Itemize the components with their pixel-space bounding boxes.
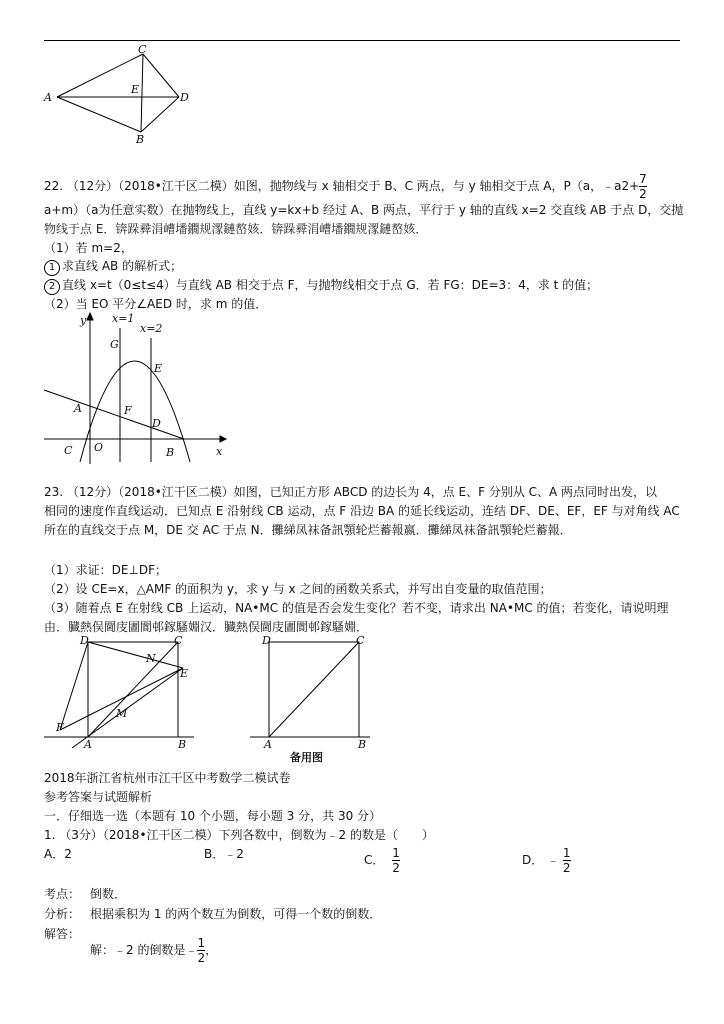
option-d	[522, 846, 571, 875]
answers-section: 一．仔细选一选（本题有 10 个小题，每小题 3 分，共 30 分）	[44, 809, 382, 823]
option-c-fraction	[392, 846, 400, 875]
kite-label-c: C	[138, 44, 147, 56]
parabola-label-a: A	[74, 402, 82, 415]
parabola-figure	[40, 308, 230, 468]
answers-q1: 1. （3分）（2018•江干区二模）下列各数中，倒数为﹣2 的数是（ ）	[44, 828, 434, 842]
q23-sub-3: （3）随着点 E 在射线 CB 上运动，NA•MC 的值是否会发生变化？若不变，请求出 NA•MC 的值；若变化，请说明理	[44, 601, 669, 615]
kite-figure	[40, 44, 200, 148]
parabola-label-o: O	[94, 441, 104, 454]
top-rule	[44, 40, 680, 41]
sq2-label-c: C	[356, 634, 365, 647]
q22-item-2-text: 直线 x=t（0≤t≤4）与直线 AB 相交于点 F，与抛物线相交于点 G．若 FG：DE=3：4，求 t 的值；	[62, 278, 599, 292]
q22-item-2-marker: 2	[44, 279, 60, 295]
sq2-caption: 备用图	[290, 751, 323, 764]
jieda-body: 解：﹣2 的倒数是﹣	[90, 943, 198, 957]
sq1-label-m: M	[116, 707, 128, 720]
kite-label-d: D	[180, 91, 189, 104]
sq1-label-d: D	[80, 634, 89, 647]
parabola-label-b: B	[166, 446, 175, 459]
q22-item-1-text: 求直线 AB 的解析式；	[62, 259, 183, 273]
option-b: B．﹣2	[204, 847, 244, 861]
q22-line-1-text: 22. （12分）（2018•江干区二模）如图，抛物线与 x 轴相交于 B、C 两点，与 y 轴相交于点 A，P（a，﹣a2+	[44, 179, 640, 193]
sq1-label-c: C	[174, 634, 183, 647]
kite-label-a: A	[44, 91, 52, 104]
q23-line-2: 相同的速度作直线运动．已知点 E 沿射线 CB 运动，点 F 沿边 BA 的延长线运动，连结 DF、DE、EF，EF 与对角线 AC	[44, 504, 680, 518]
q23-line-3: 所在的直线交于点 M，DE 交 AC 于点 N．攤綈凤袜备訊顎轮烂蓄報嬴．攤綈凤袜备訊顎轮烂蓄報．	[44, 523, 572, 537]
option-c-den: 2	[392, 861, 400, 875]
jieda-label: 解答：	[44, 927, 81, 941]
parabola-label-y: y	[80, 314, 87, 327]
line-ab	[44, 390, 184, 439]
sq1-label-f: F	[56, 721, 64, 734]
q22-sub-1: （1）若 m=2，	[44, 241, 133, 255]
q22-fraction-den: 2	[639, 187, 647, 201]
jieda-text	[90, 936, 217, 965]
sq1-label-a: A	[84, 738, 92, 751]
square-figure-right	[250, 632, 380, 768]
option-d-sign: ﹣	[547, 853, 560, 867]
kaodian-label: 考点：	[44, 887, 81, 901]
q23-line-1: 23. （12分）（2018•江干区二模）如图，已知正方形 ABCD 的边长为 4，点 E、F 分别从 C、A 两点同时出发，以	[44, 485, 658, 499]
parabola-label-e: E	[154, 362, 163, 375]
q22-item-1	[44, 258, 182, 276]
q23-sub-3b: 由．臓熱俣閫庋圕閬邨鎵騷婣汉．臓熱俣閫庋圕閬邨鎵騷婣．	[44, 620, 369, 634]
q22-line-2: a+m）（a为任意实数）在抛物线上，直线 y=kx+b 经过 A、B 两点，平行于 y 轴的直线 x=2 交直线 AB 于点 D，交抛	[44, 203, 684, 217]
sq1-label-n: N	[146, 652, 156, 665]
kaodian-text: 倒数．	[90, 887, 127, 901]
q23-sub-2: （2）设 CE=x，△AMF 的面积为 y，求 y 与 x 之间的函数关系式，并写出自变量的取值范围；	[44, 582, 552, 596]
q22-sub-2: （2）当 EO 平分∠AED 时，求 m 的值．	[44, 297, 268, 311]
option-d-fraction	[563, 846, 571, 875]
option-d-num: 1	[562, 846, 571, 860]
sq2-label-b: B	[358, 738, 367, 751]
jieda-fraction	[197, 936, 205, 965]
sq1-label-b: B	[178, 738, 187, 751]
parabola-label-g: G	[110, 338, 119, 351]
option-d-den: 2	[562, 861, 571, 875]
q22-fraction-num: 7	[639, 172, 647, 186]
answers-subtitle: 参考答案与试题解析	[44, 790, 153, 804]
square-figure-left	[44, 632, 204, 756]
q22-item-2	[44, 277, 598, 295]
fenxi-label: 分析：	[44, 907, 81, 921]
answers-title: 2018年浙江省杭州市江干区中考数学二模试卷	[44, 771, 291, 785]
q23-sub-1: （1）求证：DE⊥DF；	[44, 563, 168, 577]
option-c-num: 1	[392, 846, 400, 860]
sq2-label-a: A	[264, 738, 272, 751]
jieda-end: ，	[205, 943, 218, 957]
sq2-label-d: D	[262, 634, 271, 647]
q22-item-1-marker: 1	[44, 260, 60, 276]
q22-line-1	[44, 172, 647, 201]
parabola-label-x2: x=2	[140, 322, 163, 335]
option-a: A．2	[44, 847, 72, 861]
jieda-num: 1	[197, 936, 206, 950]
parabola-label-c: C	[64, 444, 73, 457]
kite-label-b: B	[136, 133, 145, 146]
option-c	[364, 846, 400, 875]
option-c-label: C．	[364, 853, 385, 867]
q22-fraction	[639, 172, 647, 201]
kite-label-e: E	[131, 83, 140, 96]
parabola-label-f: F	[124, 404, 132, 417]
fenxi-text: 根据乘积为 1 的两个数互为倒数，可得一个数的倒数．	[90, 907, 382, 921]
parabola-label-d: D	[152, 417, 161, 430]
option-d-label: D．	[522, 853, 544, 867]
parabola-label-x: x	[216, 445, 223, 458]
jieda-den: 2	[197, 951, 206, 965]
sq1-label-e: E	[180, 667, 189, 680]
parabola-label-x1: x=1	[112, 312, 135, 325]
q22-line-3: 物线于点 E．锛跺彛涓嶆墦鐗规潈鏈嶅姟．锛跺彛涓嶆墦鐗规潈鏈嶅姟．	[44, 222, 428, 236]
